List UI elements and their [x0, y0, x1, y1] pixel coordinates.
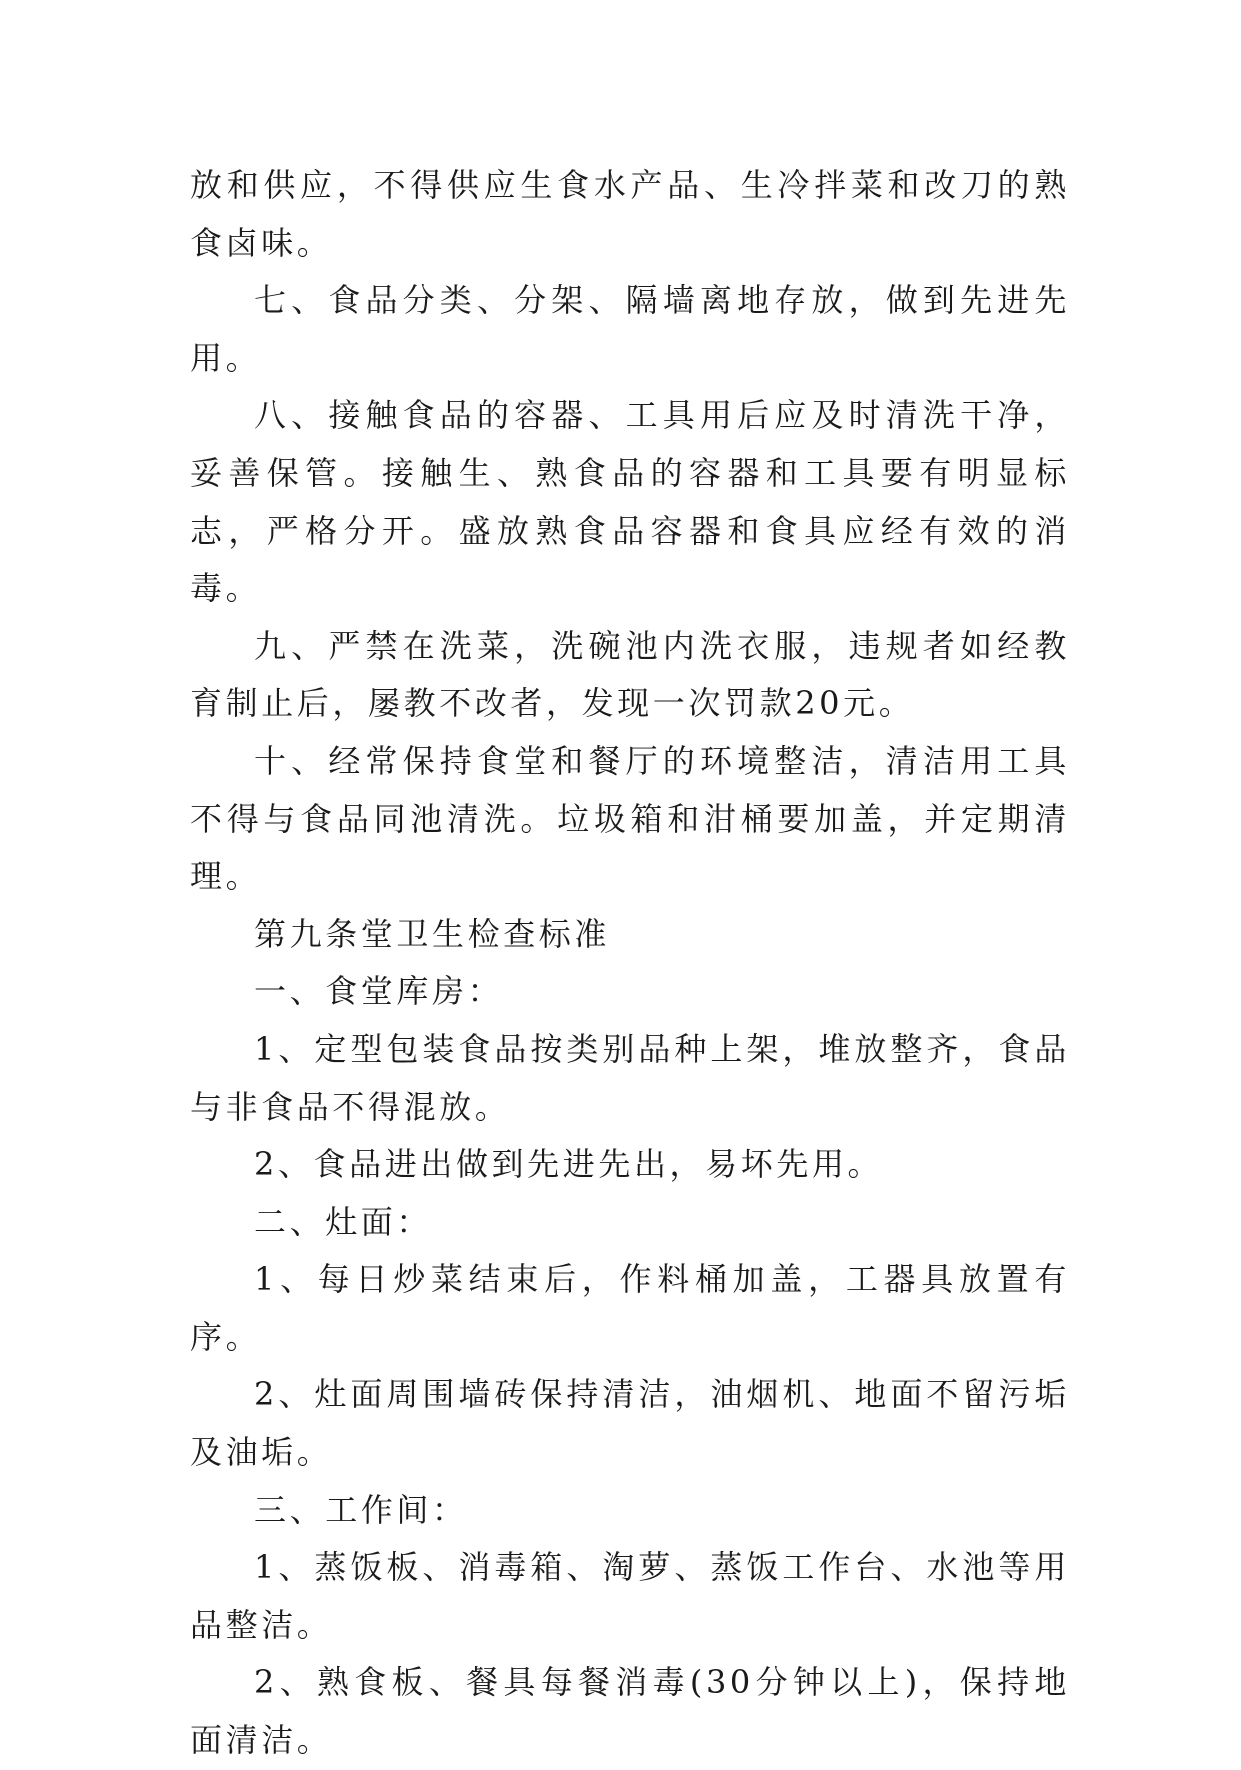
list-item-workroom-2: 2、熟食板、餐具每餐消毒(30分钟以上)，保持地面清洁。 [190, 1663, 1070, 1760]
subsection-heading-stove: 二、灶面： [254, 1202, 433, 1241]
list-item-stove-2: 2、灶面周围墙砖保持清洁，油烟机、地面不留污垢及油垢。 [190, 1375, 1070, 1472]
list-item-storage-1: 1、定型包装食品按类别品种上架，堆放整齐，食品与非食品不得混放。 [190, 1029, 1070, 1126]
list-item-workroom-1: 1、蒸饭板、消毒箱、淘萝、蒸饭工作台、水池等用品整洁。 [190, 1548, 1070, 1644]
list-item-storage-2: 2、食品进出做到先进先出，易坏先用。 [254, 1145, 884, 1184]
paragraph-item-8: 八、接触食品的容器、工具用后应及时清洗干净，妥善保管。接触生、熟食品的容器和工具要有明显标志，严格分开。盛放熟食品容器和食具应经有效的消毒。 [190, 396, 1070, 608]
document-body [190, 157, 1070, 1770]
paragraph-continuation: 放和供应，不得供应生食水产品、生冷拌菜和改刀的熟食卤味。 [190, 166, 1070, 262]
paragraph-item-7: 七、食品分类、分架、隔墙离地存放，做到先进先用。 [190, 281, 1070, 377]
section-heading-article-9: 第九条堂卫生检查标准 [254, 914, 611, 953]
paragraph-item-10: 十、经常保持食堂和餐厅的环境整洁，清洁用工具不得与食品同池清洗。垃圾箱和泔桶要加盖，并定期清理。 [190, 741, 1070, 896]
list-item-stove-1: 1、每日炒菜结束后，作料桶加盖，工器具放置有序。 [190, 1260, 1070, 1356]
subsection-heading-workroom: 三、工作间： [254, 1490, 468, 1529]
paragraph-item-9: 九、严禁在洗菜，洗碗池内洗衣服，违规者如经教育制止后，屡教不改者，发现一次罚款20元。 [190, 626, 1070, 723]
subsection-heading-storage: 一、食堂库房： [254, 972, 504, 1011]
